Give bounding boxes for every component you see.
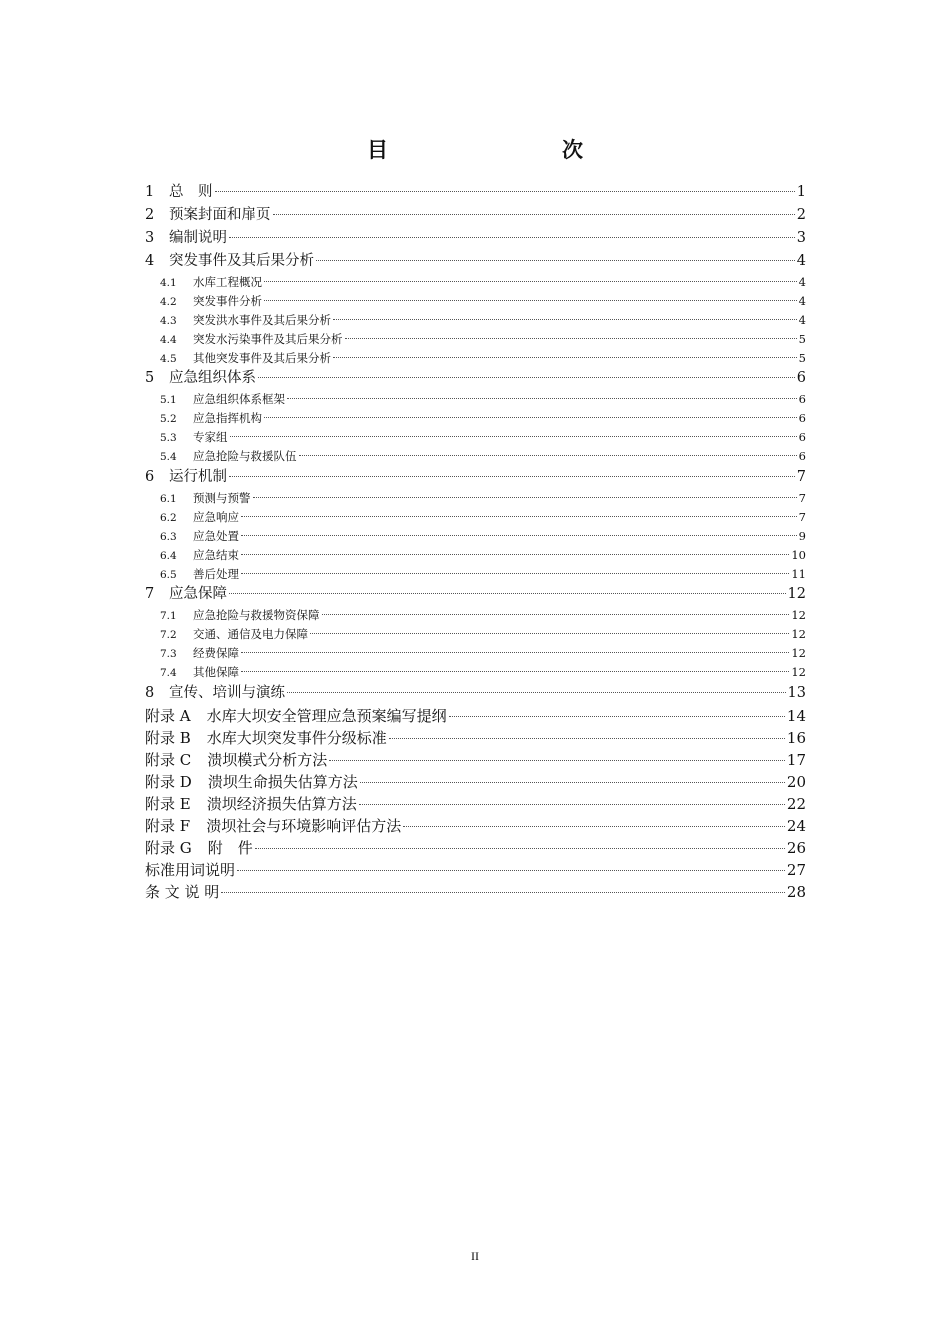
dot-leader	[229, 237, 795, 238]
toc-entry-title: 预案封面和扉页	[169, 207, 271, 223]
toc-entry-title: 宣传、培训与演练	[169, 685, 285, 702]
toc-entry-number: 4.2	[160, 295, 177, 308]
toc-entry[interactable]	[145, 859, 806, 881]
dot-leader	[264, 281, 797, 282]
toc-entry-number: 附录 A	[145, 707, 191, 726]
toc-entry[interactable]	[145, 508, 806, 527]
toc-entry-page: 28	[786, 883, 806, 902]
toc-entry-title: 善后处理	[193, 566, 239, 581]
toc-entry-title: 水库工程概况	[193, 275, 262, 289]
toc-entry-title: 应急指挥机构	[193, 411, 262, 426]
toc-entry-title: 应急处置	[193, 528, 239, 543]
toc-entry-number: 附录 F	[145, 817, 191, 836]
toc-entry-title: 运行机制	[169, 469, 227, 486]
toc-entry-number: 6	[145, 469, 155, 486]
toc-entry-number: 6.1	[160, 493, 177, 506]
dot-leader	[241, 535, 797, 536]
toc-entry-page: 12	[791, 627, 806, 642]
dot-leader	[345, 338, 797, 339]
toc-entry[interactable]	[145, 527, 806, 546]
dot-leader	[229, 476, 795, 477]
dot-leader	[316, 260, 795, 261]
toc-entry[interactable]	[145, 583, 806, 606]
dot-leader	[237, 870, 785, 871]
toc-entry-number: 3	[145, 230, 155, 246]
toc-entry-page: 7	[798, 509, 806, 524]
toc-entry[interactable]	[145, 489, 806, 508]
dot-leader	[403, 826, 785, 827]
toc-entry-page: 6	[796, 370, 806, 387]
toc-entry-page: 4	[798, 293, 806, 308]
dot-leader	[322, 614, 790, 615]
toc-entry-title: 专家组	[193, 430, 228, 445]
toc-entry-title: 经费保障	[193, 646, 239, 661]
toc-entry-page: 12	[791, 665, 806, 680]
toc-entry-page: 12	[791, 646, 806, 661]
dot-leader	[449, 716, 785, 717]
toc-entry[interactable]	[145, 273, 806, 292]
dot-leader	[258, 377, 795, 378]
toc-entry-number: 2	[145, 207, 155, 223]
toc-entry-page: 4	[798, 312, 806, 327]
toc-entry-title: 应急组织体系	[169, 370, 256, 387]
toc-entry-title: 编制说明	[169, 230, 227, 246]
toc-entry[interactable]	[145, 292, 806, 311]
toc-entry-title: 其他突发事件及其后果分析	[193, 350, 331, 365]
toc-entry-page: 5	[798, 331, 806, 346]
dot-leader	[333, 357, 797, 358]
toc-entry-number: 1	[145, 184, 155, 200]
toc-entry[interactable]	[145, 644, 806, 663]
toc-entry-page: 1	[796, 184, 806, 200]
toc-entry-title: 溃坝社会与环境影响评估方法	[206, 817, 402, 836]
toc-entry-number: 附录 D	[145, 773, 192, 792]
toc-entry-page: 11	[791, 566, 806, 581]
dot-leader	[329, 760, 785, 761]
toc-entry-number: 4	[145, 253, 155, 269]
toc-entry-page: 9	[798, 528, 806, 543]
dot-leader	[273, 214, 795, 215]
toc-entry[interactable]	[145, 428, 806, 447]
toc-entry[interactable]	[145, 815, 806, 837]
toc-entry[interactable]	[145, 727, 806, 749]
toc-entry[interactable]	[145, 837, 806, 859]
toc-entry[interactable]	[145, 409, 806, 428]
toc-entry[interactable]	[145, 330, 806, 349]
toc-entry[interactable]	[145, 349, 806, 368]
toc-entry[interactable]	[145, 625, 806, 644]
dot-leader	[229, 593, 786, 594]
toc-entry-number: 6.4	[160, 549, 177, 562]
dot-leader	[310, 633, 789, 634]
toc-entry-page: 12	[787, 586, 806, 603]
toc-entry-page: 16	[786, 729, 806, 748]
toc-entry-title: 其他保障	[193, 665, 239, 680]
toc-entry-title: 溃坝经济损失估算方法	[206, 795, 357, 814]
toc-entry-number: 7.2	[160, 629, 177, 642]
toc-entry-page: 13	[787, 685, 806, 702]
toc-entry-page: 4	[798, 275, 806, 289]
toc-entry-title: 总 则	[169, 184, 213, 200]
toc-entry-number: 7.4	[160, 667, 177, 680]
toc-entry-page: 20	[786, 773, 806, 792]
toc-entry-title: 应急结束	[193, 547, 239, 562]
toc-entry-title: 应急组织体系框架	[193, 392, 285, 407]
toc-entry[interactable]	[145, 250, 806, 273]
toc-entry-title: 突发事件及其后果分析	[169, 253, 314, 269]
toc-entry-title: 水库大坝安全管理应急预案编写提纲	[206, 707, 447, 726]
dot-leader	[241, 573, 789, 574]
dot-leader	[230, 436, 797, 437]
toc-entry[interactable]	[145, 682, 806, 705]
toc-entry[interactable]	[145, 311, 806, 330]
toc-entry-page: 10	[791, 547, 806, 562]
dot-leader	[287, 398, 797, 399]
toc-entry[interactable]	[145, 466, 806, 489]
toc-entry-number: 4.5	[160, 352, 177, 365]
table-of-contents	[145, 181, 806, 903]
dot-leader	[359, 804, 785, 805]
toc-entry-title: 预测与预警	[193, 491, 251, 506]
toc-entry-number: 7.1	[160, 610, 177, 623]
toc-entry-number: 6.5	[160, 568, 177, 581]
toc-entry-page: 7	[796, 469, 806, 486]
toc-entry-title: 溃坝生命损失估算方法	[207, 773, 358, 792]
toc-entry-page: 3	[796, 230, 806, 246]
toc-entry[interactable]	[145, 204, 806, 227]
toc-entry-title: 应急抢险与救援队伍	[193, 449, 297, 464]
toc-entry[interactable]	[145, 447, 806, 466]
toc-entry-title: 标准用词说明	[145, 861, 236, 880]
toc-entry-title: 交通、通信及电力保障	[193, 627, 308, 642]
toc-entry-number: 7	[145, 586, 155, 603]
toc-entry-number: 附录 G	[145, 839, 192, 858]
dot-leader	[221, 892, 785, 893]
toc-entry-title: 突发洪水事件及其后果分析	[193, 312, 331, 327]
toc-entry[interactable]	[145, 565, 806, 584]
toc-entry[interactable]	[145, 793, 806, 815]
toc-entry[interactable]	[145, 705, 806, 727]
toc-entry-number: 5.2	[160, 413, 177, 426]
toc-entry[interactable]	[145, 390, 806, 409]
dot-leader	[360, 782, 785, 783]
toc-entry-page: 27	[786, 861, 806, 880]
dot-leader	[253, 497, 797, 498]
dot-leader	[389, 738, 785, 739]
toc-entry[interactable]	[145, 227, 806, 250]
dot-leader	[264, 417, 797, 418]
toc-entry-page: 14	[786, 707, 806, 726]
toc-entry-number: 附录 E	[145, 795, 191, 814]
toc-entry-number: 5	[145, 370, 155, 387]
toc-entry-title: 突发事件分析	[193, 293, 262, 308]
toc-entry-title: 应急响应	[193, 509, 239, 524]
toc-entry-title: 应急抢险与救援物资保障	[193, 608, 320, 623]
toc-entry[interactable]	[145, 771, 806, 793]
dot-leader	[264, 300, 797, 301]
toc-entry-page: 17	[786, 751, 806, 770]
dot-leader	[241, 516, 797, 517]
dot-leader	[255, 848, 785, 849]
toc-entry[interactable]	[145, 881, 806, 903]
toc-entry-page: 6	[798, 411, 806, 426]
page-title: 目 次	[367, 138, 627, 162]
toc-entry[interactable]	[145, 181, 806, 204]
toc-entry-page: 6	[798, 449, 806, 464]
dot-leader	[241, 671, 789, 672]
toc-entry-page: 7	[798, 491, 806, 506]
toc-entry-number: 4.3	[160, 314, 177, 327]
toc-entry-page: 6	[798, 392, 806, 407]
dot-leader	[299, 455, 797, 456]
dot-leader	[333, 319, 797, 320]
toc-entry[interactable]	[145, 546, 806, 565]
toc-entry-title: 应急保障	[169, 586, 227, 603]
toc-entry-title: 条 文 说 明	[145, 883, 220, 902]
dot-leader	[241, 652, 789, 653]
toc-entry-number: 6.2	[160, 511, 177, 524]
dot-leader	[215, 191, 795, 192]
toc-entry-number: 5.1	[160, 394, 177, 407]
toc-entry-page: 26	[786, 839, 806, 858]
toc-entry-number: 6.3	[160, 530, 177, 543]
toc-entry[interactable]	[145, 606, 806, 625]
toc-entry-title: 水库大坝突发事件分级标准	[206, 729, 387, 748]
toc-entry-number: 4.1	[160, 277, 177, 289]
dot-leader	[241, 554, 789, 555]
toc-entry-number: 附录 C	[145, 751, 192, 770]
page-number: II	[471, 1249, 479, 1263]
toc-entry-number: 4.4	[160, 333, 177, 346]
toc-entry-number: 附录 B	[145, 729, 191, 748]
toc-entry-page: 2	[796, 207, 806, 223]
toc-entry-number: 8	[145, 685, 155, 702]
toc-entry-page: 22	[786, 795, 806, 814]
toc-entry-page: 12	[791, 608, 806, 623]
toc-entry-number: 5.3	[160, 432, 177, 445]
toc-entry[interactable]	[145, 663, 806, 682]
toc-entry-page: 24	[786, 817, 806, 836]
toc-entry-title: 溃坝模式分析方法	[207, 751, 328, 770]
toc-entry[interactable]	[145, 367, 806, 390]
toc-entry-title: 附 件	[207, 839, 253, 858]
dot-leader	[287, 692, 786, 693]
toc-entry-title: 突发水污染事件及其后果分析	[193, 331, 343, 346]
toc-entry-page: 6	[798, 430, 806, 445]
toc-entry-page: 4	[796, 253, 806, 269]
toc-entry[interactable]	[145, 749, 806, 771]
toc-entry-page: 5	[798, 350, 806, 365]
toc-entry-number: 7.3	[160, 648, 177, 661]
toc-entry-number: 5.4	[160, 451, 177, 464]
